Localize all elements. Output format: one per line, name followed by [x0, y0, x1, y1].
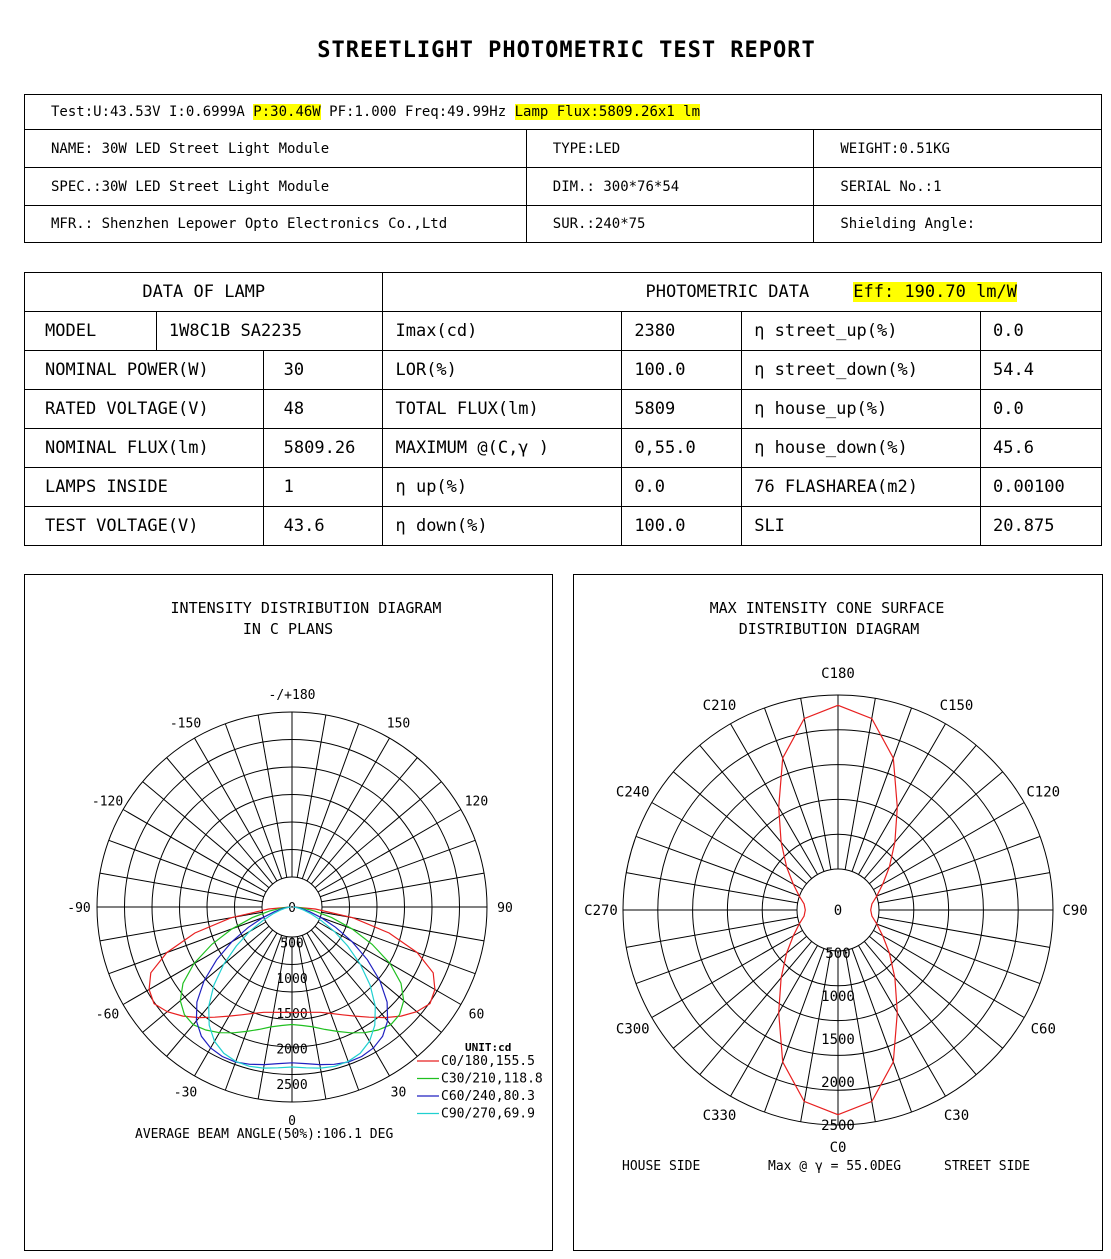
cell-label: LOR(%)	[383, 351, 622, 390]
street-side-label: STREET SIDE	[944, 1159, 1031, 1174]
grid-spoke	[636, 836, 800, 896]
grid-spoke	[801, 698, 831, 869]
angle-label: -/+180	[268, 688, 316, 703]
angle-label: C0	[829, 1140, 847, 1156]
cell-value: 48	[263, 390, 383, 429]
cell-label: RATED VOLTAGE(V)	[25, 390, 264, 429]
cell-label: NOMINAL FLUX(lm)	[25, 429, 264, 468]
grid-spoke	[764, 708, 824, 872]
cell-value: 100.0	[622, 507, 742, 546]
radial-tick-label: 2500	[821, 1118, 855, 1134]
angle-label: C270	[584, 903, 618, 919]
angle-label: C300	[615, 1021, 650, 1038]
test-conditions	[25, 95, 1102, 130]
chart1-subtitle: IN C PLANS	[242, 620, 334, 638]
model-value: 1W8C1B SA2235	[156, 312, 383, 351]
chart1-title: INTENSITY DISTRIBUTION DIAGRAM	[170, 599, 442, 617]
angle-label: -150	[169, 716, 202, 732]
grid-spoke	[878, 917, 1049, 947]
radial-tick-label: 0	[288, 901, 296, 916]
angle-label: 150	[386, 716, 411, 732]
cell-value: 30	[263, 351, 383, 390]
radial-tick-label: 500	[825, 946, 851, 962]
beam-angle-footer: AVERAGE BEAM ANGLE(50%):106.1 DEG	[135, 1127, 394, 1142]
cell-label: η house_up(%)	[742, 390, 981, 429]
max-gamma-label: Max @ γ = 55.0DEG	[768, 1159, 902, 1174]
lamp-data-heading: DATA OF LAMP	[25, 273, 383, 312]
legend-entry: C30/210,118.8	[441, 1071, 543, 1087]
photometric-data-title: PHOTOMETRIC DATA	[645, 282, 810, 302]
radial-tick-label: 0	[833, 903, 843, 919]
intensity-distribution-chart	[25, 575, 552, 1250]
efficiency-value: Eff: 190.70 lm/W	[853, 282, 1018, 302]
legend-entry: C0/180,155.5	[441, 1054, 535, 1069]
name-field: NAME: 30W LED Street Light Module	[25, 130, 527, 168]
angle-label: 60	[468, 1007, 485, 1023]
cell-label: η street_down(%)	[742, 351, 981, 390]
serial-field: SERIAL No.:1	[814, 168, 1102, 206]
angle-label: 0	[288, 1114, 296, 1129]
cell-value: 0.0	[981, 312, 1102, 351]
cone-distribution-chart	[574, 575, 1102, 1250]
model-label: MODEL	[25, 312, 157, 351]
header-table	[24, 94, 1102, 243]
cell-label: SLI	[742, 507, 981, 546]
photometric-heading	[383, 273, 1102, 312]
cell-label: MAXIMUM @(C,γ )	[383, 429, 622, 468]
angle-label: 90	[497, 901, 513, 916]
legend-entry: C90/270,69.9	[441, 1106, 535, 1122]
angle-label: C60	[1030, 1021, 1056, 1038]
chart2-subtitle: DISTRIBUTION DIAGRAM	[738, 620, 920, 638]
cell-value: 43.6	[263, 507, 383, 546]
cell-value: 5809	[622, 390, 742, 429]
cell-label: η street_up(%)	[742, 312, 981, 351]
grid-spoke	[852, 949, 912, 1113]
cell-label: 76 FLASHAREA(m2)	[742, 468, 981, 507]
cell-value: 45.6	[981, 429, 1102, 468]
angle-label: -30	[173, 1085, 198, 1101]
dim-field: DIM.: 300*76*54	[526, 168, 814, 206]
legend-entry: C60/240,80.3	[441, 1089, 535, 1104]
angle-label: C240	[615, 784, 650, 801]
grid-spoke	[626, 917, 797, 947]
test-power: P:30.46W	[253, 104, 321, 120]
cell-value: 54.4	[981, 351, 1102, 390]
grid-spoke	[877, 924, 1041, 984]
grid-spoke	[878, 873, 1049, 903]
angle-label: 120	[464, 794, 489, 810]
cell-label: η up(%)	[383, 468, 622, 507]
photometric-data-table	[24, 272, 1102, 546]
grid-spoke	[764, 949, 824, 1113]
cell-value: 0.0	[981, 390, 1102, 429]
cell-label: η down(%)	[383, 507, 622, 546]
grid-spoke	[636, 924, 800, 984]
angle-label: 30	[390, 1085, 407, 1101]
cell-label: TOTAL FLUX(lm)	[383, 390, 622, 429]
cell-value: 0,55.0	[622, 429, 742, 468]
cell-value: 0.0	[622, 468, 742, 507]
sur-field: SUR.:240*75	[526, 206, 814, 243]
shielding-field: Shielding Angle:	[814, 206, 1102, 243]
cell-label: η house_down(%)	[742, 429, 981, 468]
chart2-title: MAX INTENSITY CONE SURFACE	[709, 599, 945, 617]
radial-tick-label: 500	[280, 936, 304, 952]
cell-value: 2380	[622, 312, 742, 351]
angle-label: C180	[821, 666, 855, 682]
grid-spoke	[852, 708, 912, 872]
cone-diagram-panel	[573, 574, 1103, 1251]
angle-label: C90	[1062, 903, 1088, 919]
legend-unit: UNIT:cd	[465, 1041, 512, 1054]
angle-label: C150	[939, 697, 974, 714]
test-mid: PF:1.000 Freq:49.99Hz	[320, 104, 515, 120]
radial-tick-label: 2000	[821, 1075, 855, 1091]
radial-tick-label: 2000	[276, 1042, 308, 1058]
cell-value: 100.0	[622, 351, 742, 390]
grid-spoke	[626, 873, 797, 903]
page-title: STREETLIGHT PHOTOMETRIC TEST REPORT	[317, 38, 816, 63]
angle-label: C210	[702, 697, 737, 714]
radial-tick-label: 1500	[276, 1007, 308, 1023]
lamp-flux: Lamp Flux:5809.26x1 lm	[514, 104, 701, 120]
weight-field: WEIGHT:0.51KG	[814, 130, 1102, 168]
cell-value: 0.00100	[981, 468, 1102, 507]
type-field: TYPE:LED	[526, 130, 814, 168]
grid-spoke	[877, 836, 1041, 896]
angle-label: -120	[91, 794, 124, 810]
test-prefix: Test:U:43.53V I:0.6999A	[51, 104, 254, 120]
cell-value: 5809.26	[263, 429, 383, 468]
grid-spoke	[700, 745, 812, 878]
cell-label: LAMPS INSIDE	[25, 468, 264, 507]
house-side-label: HOUSE SIDE	[622, 1159, 701, 1174]
grid-spoke	[845, 698, 875, 869]
angle-label: -90	[67, 901, 91, 916]
cell-label: Imax(cd)	[383, 312, 622, 351]
grid-spoke	[700, 941, 812, 1074]
grid-spoke	[864, 941, 976, 1074]
radial-tick-label: 1000	[276, 971, 308, 987]
radial-tick-label: 1000	[821, 989, 855, 1005]
angle-label: C330	[702, 1108, 737, 1125]
angle-label: C120	[1026, 784, 1061, 801]
radial-tick-label: 1500	[821, 1032, 855, 1048]
cell-value: 1	[263, 468, 383, 507]
cell-label: TEST VOLTAGE(V)	[25, 507, 264, 546]
radial-tick-label: 2500	[276, 1078, 308, 1093]
cell-value: 20.875	[981, 507, 1102, 546]
intensity-diagram-panel	[24, 574, 553, 1251]
spec-field: SPEC.:30W LED Street Light Module	[25, 168, 527, 206]
mfr-field: MFR.: Shenzhen Lepower Opto Electronics Co.,Ltd	[51, 216, 448, 232]
grid-spoke	[864, 745, 976, 878]
cell-label: NOMINAL POWER(W)	[25, 351, 264, 390]
angle-label: -60	[95, 1007, 120, 1023]
angle-label: C30	[943, 1108, 970, 1125]
